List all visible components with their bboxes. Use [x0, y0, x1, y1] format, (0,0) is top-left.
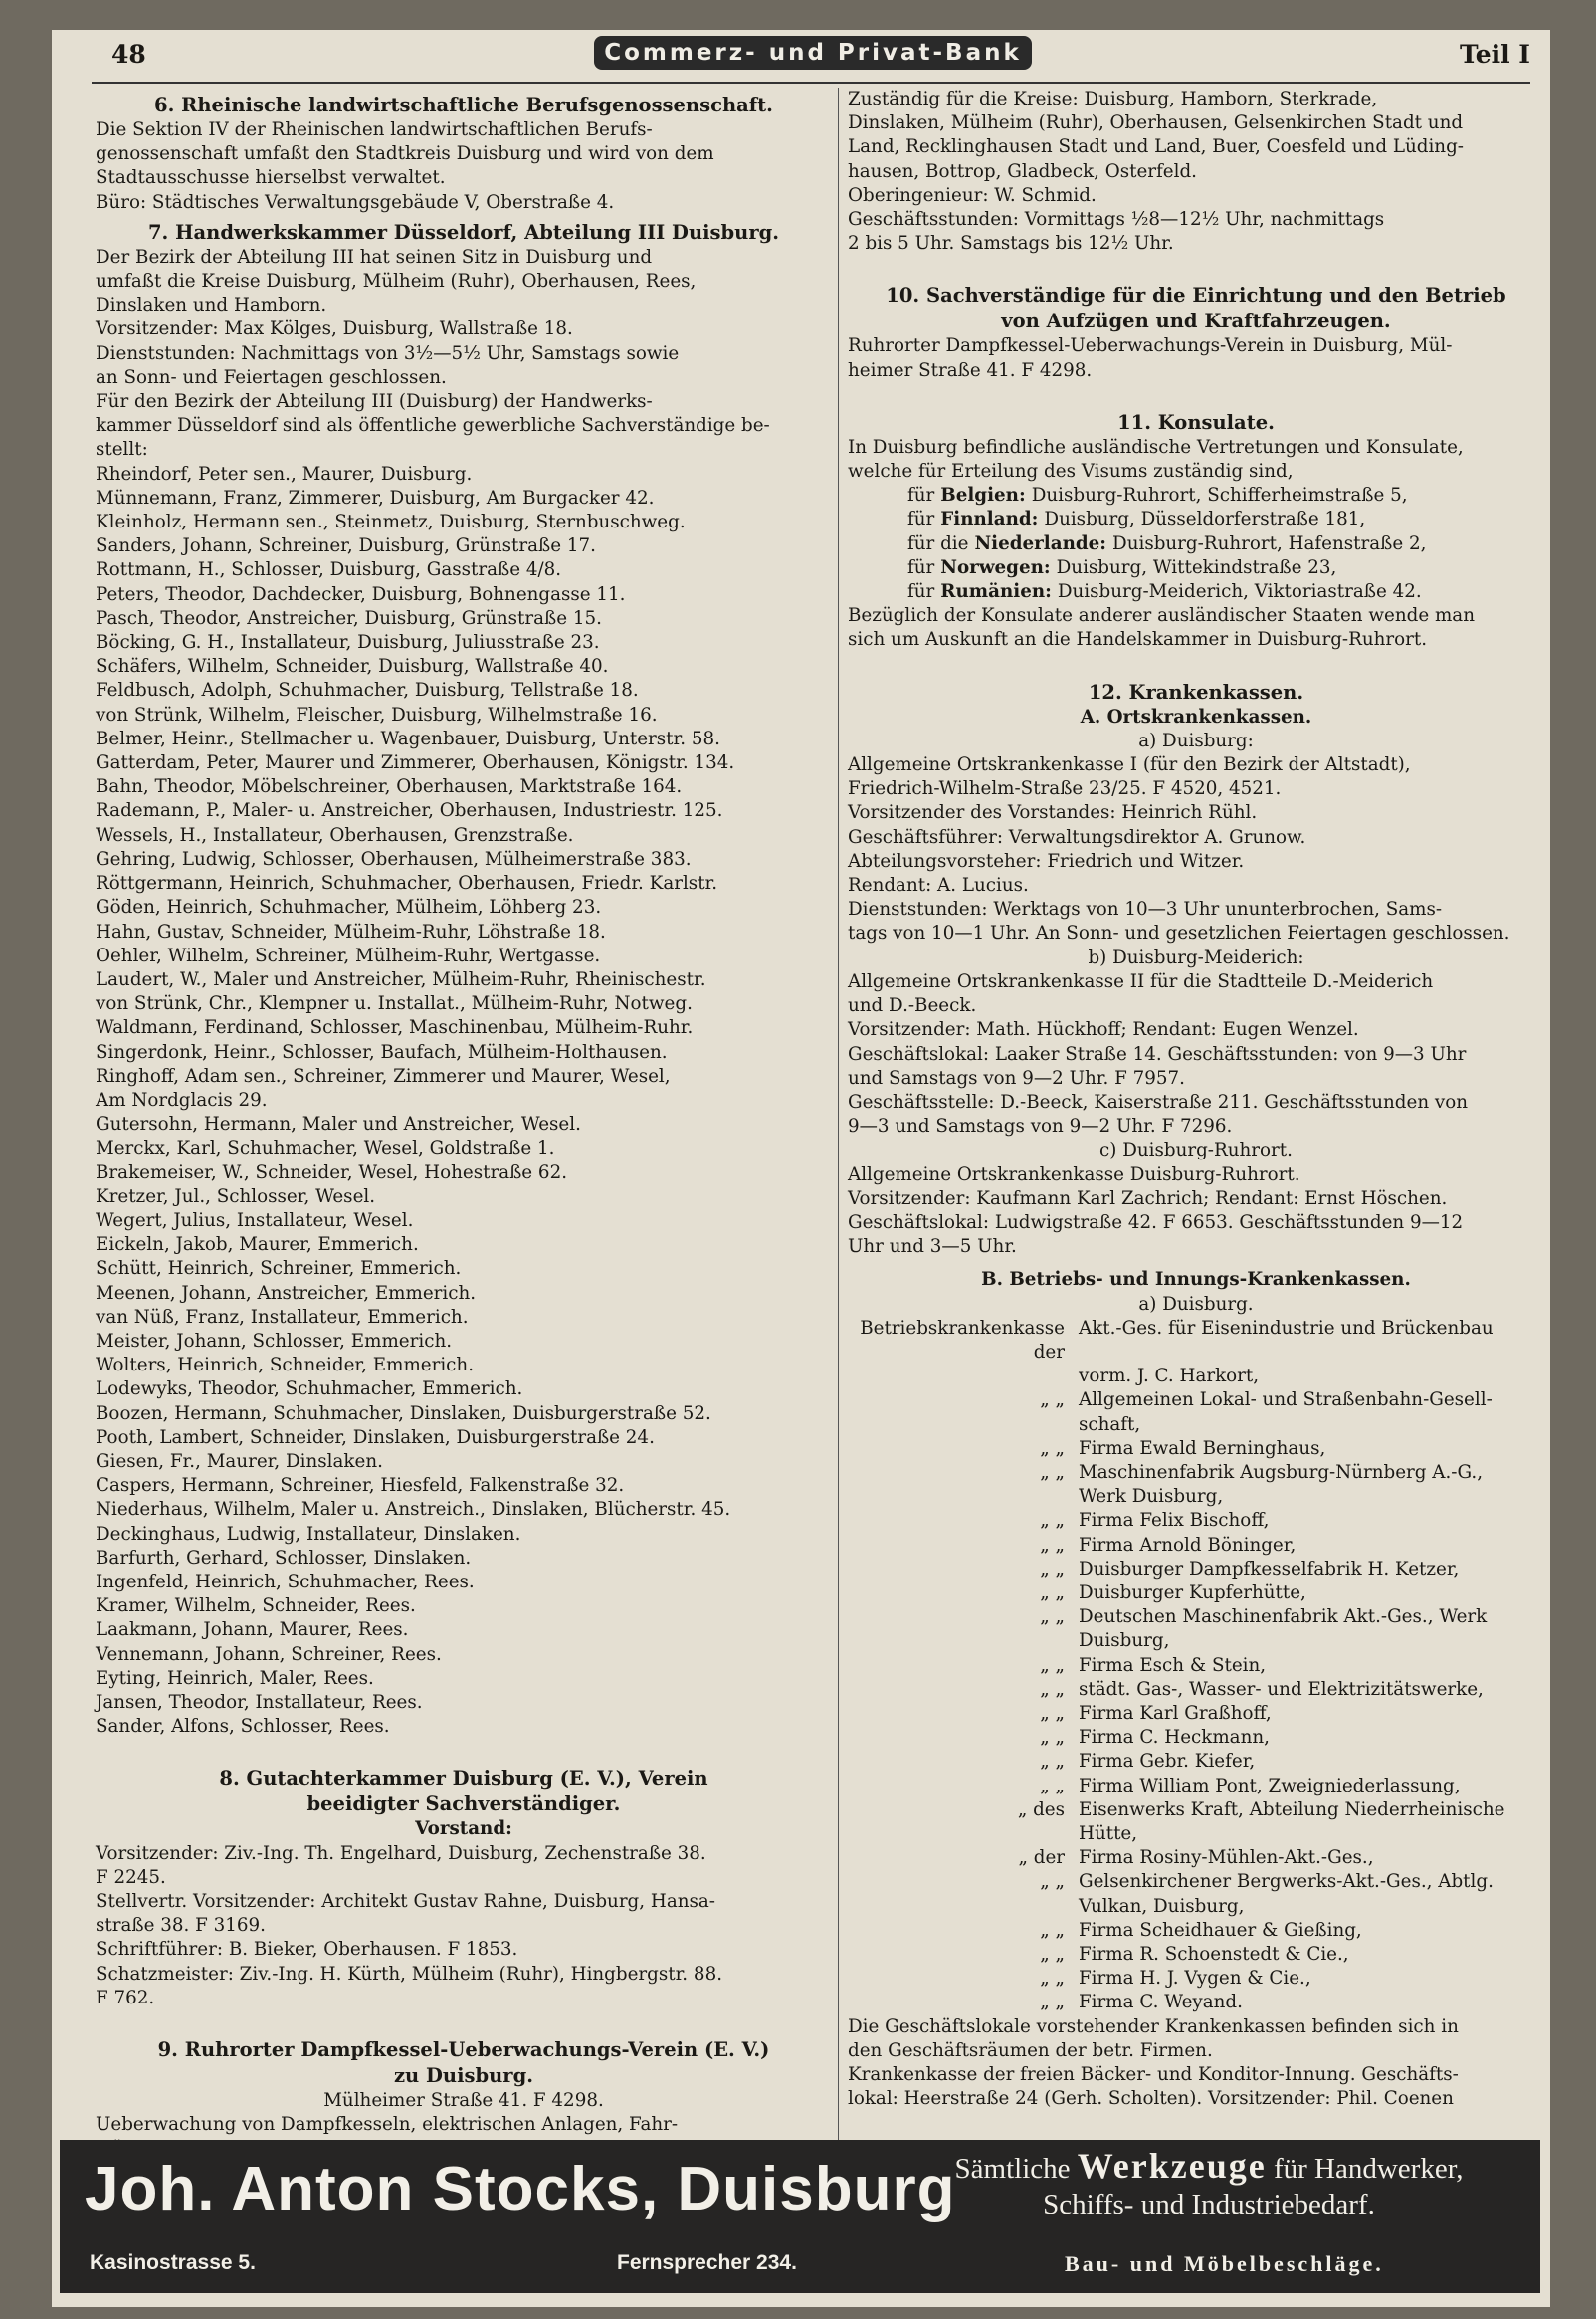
text-line: Peters, Theodor, Dachdecker, Duisburg, Bohnengasse 11.	[96, 583, 626, 605]
text-line: Ringhoff, Adam sen., Schreiner, Zimmerer und Maurer, Wesel,	[96, 1065, 671, 1087]
text-line: Der Bezirk der Abteilung III hat seinen Sitz in Duisburg und	[96, 246, 653, 268]
kasse-row	[848, 1388, 1544, 1412]
text-line: Jansen, Theodor, Installateur, Rees.	[96, 1692, 423, 1713]
left-column	[96, 88, 832, 2162]
consulate-item: für Norwegen: Duisburg, Wittekindstraße 23,	[907, 556, 1337, 578]
text-line: Caspers, Hermann, Schreiner, Hiesfeld, Falkenstraße 32.	[96, 1475, 625, 1497]
section-12-final	[848, 2015, 1544, 2112]
text-line: Eickeln, Jakob, Maurer, Emmerich.	[96, 1234, 419, 1256]
kasse-row-text: Firma C. Heckmann,	[1079, 1727, 1270, 1749]
advertisement	[60, 2140, 1540, 2293]
text-line: straße 38. F 3169.	[96, 1915, 266, 1937]
section-9-title: 9. Ruhrorter Dampfkessel-Ueberwachungs-Verein (E. V.)	[157, 2038, 770, 2062]
text-line: Allgemeine Ortskrankenkasse Duisburg-Ruhrort.	[848, 1163, 1300, 1185]
kasse-row-text: Firma Arnold Böninger,	[1079, 1534, 1297, 1556]
text-line: Wessels, H., Installateur, Oberhausen, Grenzstraße.	[96, 824, 574, 846]
text-line: 2 bis 5 Uhr. Samstags bis 12½ Uhr.	[848, 233, 1174, 255]
kasse-row	[848, 1558, 1544, 1581]
text-line: Büro: Städtisches Verwaltungsgebäude V, Oberstraße 4.	[96, 191, 615, 213]
text-line: Pasch, Theodor, Anstreicher, Duisburg, Grünstraße 15.	[96, 607, 602, 629]
kasse-row	[848, 1870, 1544, 1894]
kasse-row	[848, 1726, 1544, 1750]
text-line: Singerdonk, Heinr., Schlosser, Baufach, Mülheim-Holthausen.	[96, 1041, 668, 1063]
text-line: Kretzer, Jul., Schlosser, Wesel.	[96, 1185, 376, 1207]
kasse-row	[848, 1702, 1544, 1726]
text-line: Boozen, Hermann, Schuhmacher, Dinslaken, Duisburgerstraße 52.	[96, 1402, 711, 1424]
text-line: Kramer, Wilhelm, Schneider, Rees.	[96, 1595, 416, 1617]
section-8-title-cont: beeidigter Sachverständiger.	[306, 1792, 621, 1816]
text-line: Meenen, Johann, Anstreicher, Emmerich.	[96, 1282, 477, 1304]
text-line: Oehler, Wilhelm, Schreiner, Mülheim-Ruhr, Wertgasse.	[96, 945, 601, 966]
section-10-title-cont: von Aufzügen und Kraftfahrzeugen.	[1001, 310, 1391, 333]
text-line: Deckinghaus, Ludwig, Installateur, Dinslaken.	[96, 1523, 521, 1545]
kasse-row-prefix: „ „	[1040, 1437, 1065, 1459]
text-line: Die Sektion IV der Rheinischen landwirtschaftlichen Berufs-	[96, 119, 653, 140]
kasse-row-text: Hütte,	[1079, 1823, 1138, 1844]
text-line: und D.-Beeck.	[848, 995, 977, 1017]
text-line: Geschäftslokal: Laaker Straße 14. Geschäftsstunden: von 9—3 Uhr	[848, 1043, 1467, 1065]
text-line: Krankenkasse der freien Bäcker- und Konditor-Innung. Geschäfts-	[848, 2064, 1459, 2086]
right-column	[848, 88, 1544, 2111]
kasse-row	[848, 1967, 1544, 1991]
ad-line1-pre: Sämtliche	[954, 2153, 1071, 2185]
betriebs-a-title: a) Duisburg.	[1138, 1293, 1254, 1315]
kasse-row-text: Firma Gebr. Kiefer,	[1079, 1751, 1256, 1773]
text-line: Uhr und 3—5 Uhr.	[848, 1236, 1017, 1258]
section-7-body	[96, 246, 832, 463]
text-line: Münnemann, Franz, Zimmerer, Duisburg, Am Burgacker 42.	[96, 487, 655, 509]
text-line: Geschäftsstelle: D.-Beeck, Kaiserstraße 211. Geschäftsstunden von	[848, 1091, 1469, 1113]
kasse-row	[848, 1798, 1544, 1822]
text-line: Allgemeine Ortskrankenkasse I (für den Bezirk der Altstadt),	[848, 754, 1411, 776]
text-line: Giesen, Fr., Maurer, Dinslaken.	[96, 1450, 383, 1472]
text-line: Wegert, Julius, Installateur, Wesel.	[96, 1209, 414, 1231]
text-line: Belmer, Heinr., Stellmacher u. Wagenbauer, Duisburg, Unterstr. 58.	[96, 728, 720, 749]
kasse-row-prefix	[848, 1365, 1079, 1388]
kasse-b-body	[848, 970, 1544, 1139]
text-line: Bahn, Theodor, Möbelschreiner, Oberhausen, Marktstraße 164.	[96, 776, 683, 798]
kasse-row-prefix: „ „	[1040, 1606, 1065, 1628]
ad-company-name: Joh. Anton Stocks, Duisburg	[85, 2155, 956, 2223]
text-line: Stadtausschusse hierselbst verwaltet.	[96, 167, 446, 189]
text-line: Die Geschäftslokale vorstehender Krankenkassen befinden sich in	[848, 2015, 1459, 2037]
text-line: lokal: Heerstraße 24 (Gerh. Scholten). Vorsitzender: Phil. Coenen	[848, 2088, 1454, 2110]
text-line: Geschäftsführer: Verwaltungsdirektor A. Grunow.	[848, 826, 1306, 848]
kasse-row-text: Duisburger Dampfkesselfabrik H. Ketzer,	[1079, 1558, 1460, 1580]
text-line: Bezüglich der Konsulate anderer ausländischer Staaten wende man	[848, 605, 1475, 627]
kasse-row-prefix: „ „	[1040, 1919, 1065, 1941]
kasse-row	[848, 1678, 1544, 1702]
kasse-row-prefix: „ der	[1018, 1847, 1065, 1869]
text-line: Vorsitzender: Math. Hückhoff; Rendant: Eugen Wenzel.	[848, 1019, 1359, 1041]
text-line: Röttgermann, Heinrich, Schuhmacher, Oberhausen, Friedr. Karlstr.	[96, 873, 718, 895]
text-line: Pooth, Lambert, Schneider, Dinslaken, Duisburgerstraße 24.	[96, 1426, 655, 1448]
bank-banner: Commerz- und Privat-Bank	[594, 36, 1032, 70]
text-line: Göden, Heinrich, Schuhmacher, Mülheim, Löhberg 23.	[96, 897, 602, 919]
kasse-row-prefix	[848, 1629, 1079, 1653]
kasse-row-prefix: „ „	[1040, 1751, 1065, 1773]
ad-line2: Schiffs- und Industriebedarf.	[1043, 2189, 1375, 2220]
ad-products	[900, 2148, 1517, 2222]
newspaper-page	[52, 30, 1550, 2307]
text-line: Geschäftsstunden: Vormittags ½8—12½ Uhr, nachmittags	[848, 209, 1385, 231]
text-line: Vorsitzender des Vorstandes: Heinrich Rühl.	[848, 802, 1258, 824]
kasse-row-text: Akt.-Ges. für Eisenindustrie und Brückenbau	[1079, 1317, 1494, 1339]
text-line: Dinslaken und Hamborn.	[96, 295, 327, 316]
text-line: Barfurth, Gerhard, Schlosser, Dinslaken.	[96, 1547, 472, 1569]
kasse-c-body	[848, 1163, 1544, 1260]
text-line: Sanders, Johann, Schreiner, Duisburg, Grünstraße 17.	[96, 535, 596, 557]
section-6-body	[96, 118, 832, 215]
text-line: Vorsitzender: Ziv.-Ing. Th. Engelhard, Duisburg, Zechenstraße 38.	[96, 1842, 706, 1864]
section-9-continued	[848, 88, 1544, 256]
text-line: Wolters, Heinrich, Schneider, Emmerich.	[96, 1355, 475, 1376]
text-line: von Strünk, Wilhelm, Fleischer, Duisburg, Wilhelmstraße 16.	[96, 704, 658, 726]
kasse-row	[848, 1895, 1544, 1919]
text-line: Vorsitzender: Max Kölges, Duisburg, Wallstraße 18.	[96, 318, 573, 340]
kasse-row-text: vorm. J. C. Harkort,	[1079, 1366, 1260, 1387]
kasse-row-text: Firma Karl Graßhoff,	[1079, 1702, 1272, 1724]
kasse-row	[848, 1605, 1544, 1629]
text-line: In Duisburg befindliche ausländische Vertretungen und Konsulate,	[848, 436, 1464, 458]
text-line: Stellvertr. Vorsitzender: Architekt Gustav Rahne, Duisburg, Hansa-	[96, 1891, 715, 1913]
kasse-row-prefix: „ „	[1040, 1654, 1065, 1676]
text-line: Böcking, G. H., Installateur, Duisburg, Juliusstraße 23.	[96, 632, 600, 654]
kasse-row-prefix	[848, 1485, 1079, 1509]
text-line: umfaßt die Kreise Duisburg, Mülheim (Ruhr), Oberhausen, Rees,	[96, 271, 697, 293]
consulates-outro	[848, 604, 1544, 652]
kasse-row-prefix: „ „	[1040, 1581, 1065, 1603]
text-line: Brakemeiser, W., Schneider, Wesel, Hohestraße 62.	[96, 1161, 568, 1183]
kasse-row-prefix: „ „	[1040, 1775, 1065, 1796]
expert-list	[96, 463, 832, 1740]
text-line: sich um Auskunft an die Handelskammer in Duisburg-Ruhrort.	[848, 629, 1428, 651]
kasse-row	[848, 1365, 1544, 1388]
text-line: Gehring, Ludwig, Schlosser, Oberhausen, Mülheimerstraße 383.	[96, 848, 692, 870]
text-line: Land, Recklinghausen Stadt und Land, Buer, Coesfeld und Lüding-	[848, 136, 1464, 158]
kasse-b-title: b) Duisburg-Meiderich:	[1088, 947, 1304, 968]
text-line: Vennemann, Johann, Schreiner, Rees.	[96, 1643, 442, 1665]
text-line: Vorsitzender: Kaufmann Karl Zachrich; Rendant: Ernst Höschen.	[848, 1187, 1448, 1209]
kasse-row-text: Duisburg,	[1079, 1630, 1170, 1652]
kasse-row-text: Firma C. Weyand.	[1079, 1992, 1243, 2013]
text-line: 9—3 und Samstags von 9—2 Uhr. F 7296.	[848, 1116, 1233, 1138]
ad-line1-highlight: Werkzeuge	[1077, 2146, 1267, 2186]
text-line: und Samstags von 9—2 Uhr. F 7957.	[848, 1067, 1185, 1089]
ad-line3: Bau- und Möbelbeschläge.	[1065, 2251, 1384, 2276]
kasse-row	[848, 1654, 1544, 1678]
kasse-row	[848, 1317, 1544, 1365]
kasse-row-text: Eisenwerks Kraft, Abteilung Niederrheinische	[1079, 1798, 1505, 1820]
kasse-row-text: Allgemeinen Lokal- und Straßenbahn-Gesell-	[1079, 1389, 1493, 1411]
section-8-body	[96, 1842, 832, 2010]
page-number: 48	[111, 40, 146, 69]
text-line: Dienststunden: Werktags von 10—3 Uhr ununterbrochen, Sams-	[848, 899, 1443, 921]
kasse-a-body	[848, 753, 1544, 947]
kasse-row-text: schaft,	[1079, 1413, 1141, 1435]
section-8-title: 8. Gutachterkammer Duisburg (E. V.), Verein	[219, 1767, 708, 1791]
kasse-row-text: Firma William Pont, Zweigniederlassung,	[1079, 1775, 1461, 1796]
section-10-title: 10. Sachverständige für die Einrichtung und den Betrieb	[886, 284, 1506, 308]
kasse-row-prefix	[848, 1822, 1079, 1846]
kasse-row	[848, 1991, 1544, 2014]
text-line: stellt:	[96, 439, 148, 461]
text-line: Geschäftslokal: Ludwigstraße 42. F 6653. Geschäftsstunden 9—12	[848, 1211, 1464, 1233]
kasse-row	[848, 1822, 1544, 1846]
section-11-title: 11. Konsulate.	[1117, 410, 1275, 434]
text-line: Niederhaus, Wilhelm, Maler u. Anstreich., Dinslaken, Blücherstr. 45.	[96, 1499, 731, 1521]
text-line: Oberingenieur: W. Schmid.	[848, 184, 1097, 206]
section-9-title-cont: zu Duisburg.	[393, 2064, 534, 2088]
kasse-row	[848, 1437, 1544, 1461]
text-line: heimer Straße 41. F 4298.	[848, 359, 1093, 381]
text-line: Gutersohn, Hermann, Maler und Anstreicher, Wesel.	[96, 1114, 581, 1136]
kasse-a-title: a) Duisburg:	[1138, 730, 1254, 751]
section-10-body	[848, 334, 1544, 382]
kasse-row	[848, 1919, 1544, 1943]
kasse-row	[848, 1750, 1544, 1774]
kasse-row-prefix: „ „	[1040, 1702, 1065, 1724]
text-line: Für den Bezirk der Abteilung III (Duisburg) der Handwerks-	[96, 391, 653, 413]
text-line: Meister, Johann, Schlosser, Emmerich.	[96, 1330, 453, 1352]
kasse-row	[848, 1629, 1544, 1653]
kasse-row	[848, 1943, 1544, 1967]
kasse-row-text: Maschinenfabrik Augsburg-Nürnberg A.-G.,	[1079, 1461, 1484, 1483]
text-line: tags von 10—1 Uhr. An Sonn- und gesetzlichen Feiertagen geschlossen.	[848, 923, 1510, 945]
ad-phone: Fernsprecher 234.	[617, 2251, 797, 2274]
text-line: F 762.	[96, 1987, 155, 2008]
text-line: Eyting, Heinrich, Maler, Rees.	[96, 1667, 374, 1689]
kasse-row-text: Firma Scheidhauer & Gießing,	[1079, 1919, 1362, 1941]
text-line: welche für Erteilung des Visums zuständig sind,	[848, 461, 1294, 483]
text-line: Hahn, Gustav, Schneider, Mülheim-Ruhr, Löhstraße 18.	[96, 921, 606, 943]
kasse-row	[848, 1775, 1544, 1798]
kasse-row-prefix: „ „	[1040, 1968, 1065, 1990]
text-line: Rendant: A. Lucius.	[848, 875, 1029, 897]
kasse-row-text: Firma Rosiny-Mühlen-Akt.-Ges.,	[1079, 1847, 1374, 1869]
text-line: Merckx, Karl, Schuhmacher, Wesel, Goldstraße 1.	[96, 1138, 555, 1160]
text-line: Rottmann, H., Schlosser, Duisburg, Gasstraße 4/8.	[96, 559, 562, 581]
text-line: Kleinholz, Hermann sen., Steinmetz, Duisburg, Sternbuschweg.	[96, 512, 686, 533]
text-line: Ingenfeld, Heinrich, Schuhmacher, Rees.	[96, 1571, 475, 1592]
consulate-item: für Finnland: Duisburg, Düsseldorferstraße 181,	[907, 509, 1366, 530]
text-line: Schäfers, Wilhelm, Schneider, Duisburg, Wallstraße 40.	[96, 656, 609, 678]
kasse-row-text: Firma Ewald Berninghaus,	[1079, 1437, 1326, 1459]
kasse-row-prefix: „ „	[1040, 1389, 1065, 1411]
text-line: Zuständig für die Kreise: Duisburg, Hamborn, Sterkrade,	[848, 89, 1378, 109]
kasse-row-prefix: „ „	[1040, 1871, 1065, 1893]
text-line: Laakmann, Johann, Maurer, Rees.	[96, 1619, 409, 1641]
betriebskrankenkassen-list	[848, 1317, 1544, 2015]
consulate-item: für Belgien: Duisburg-Ruhrort, Schifferheimstraße 5,	[907, 485, 1408, 507]
text-line: genossenschaft umfaßt den Stadtkreis Duisburg und wird von dem	[96, 143, 714, 165]
consulate-item: für Rumänien: Duisburg-Meiderich, Viktoriastraße 42.	[907, 581, 1422, 603]
kasse-row	[848, 1485, 1544, 1509]
kasse-row-prefix: Betriebskrankenkasse der	[860, 1317, 1065, 1363]
section-12-sub-a: A. Ortskrankenkassen.	[1080, 706, 1312, 728]
kasse-row	[848, 1846, 1544, 1870]
text-line: kammer Düsseldorf sind als öffentliche gewerbliche Sachverständige be-	[96, 415, 770, 437]
kasse-row	[848, 1581, 1544, 1605]
kasse-row-prefix: „ „	[1040, 1944, 1065, 1966]
kasse-row-text: Firma R. Schoenstedt & Cie.,	[1079, 1944, 1349, 1966]
kasse-c-title: c) Duisburg-Ruhrort.	[1099, 1140, 1293, 1161]
text-line: Feldbusch, Adolph, Schuhmacher, Duisburg, Tellstraße 18.	[96, 680, 639, 702]
text-line: Schriftführer: B. Bieker, Oberhausen. F 1853.	[96, 1939, 518, 1961]
kasse-row-text: Vulkan, Duisburg,	[1079, 1895, 1245, 1917]
kasse-row-prefix: „ „	[1040, 1992, 1065, 2013]
kasse-row-prefix	[848, 1895, 1079, 1919]
section-12-sub-b: B. Betriebs- und Innungs-Krankenkassen.	[981, 1269, 1411, 1291]
text-line: Sander, Alfons, Schlosser, Rees.	[96, 1716, 390, 1738]
kasse-row-prefix: „ „	[1040, 1461, 1065, 1483]
text-line: den Geschäftsräumen der betr. Firmen.	[848, 2039, 1213, 2061]
text-line: Gatterdam, Peter, Maurer und Zimmerer, Oberhausen, Königstr. 134.	[96, 752, 735, 774]
consulates-intro	[848, 436, 1544, 484]
kasse-row	[848, 1413, 1544, 1437]
kasse-row-text: städt. Gas-, Wasser- und Elektrizitätswerke,	[1079, 1678, 1484, 1700]
section-7-title: 7. Handwerkskammer Düsseldorf, Abteilung III Duisburg.	[147, 220, 780, 244]
kasse-row-text: Firma Felix Bischoff,	[1079, 1510, 1270, 1532]
text-line: Dienststunden: Nachmittags von 3½—5½ Uhr, Samstags sowie	[96, 342, 680, 364]
ad-line1-post: für Handwerker,	[1273, 2153, 1464, 2185]
kasse-row-prefix: „ „	[1040, 1727, 1065, 1749]
text-line: Laudert, W., Maler und Anstreicher, Mülheim-Ruhr, Rheinischestr.	[96, 968, 706, 990]
kasse-row-prefix: „ des	[1017, 1798, 1065, 1820]
kasse-row	[848, 1461, 1544, 1485]
kasse-row	[848, 1534, 1544, 1558]
kasse-row-text: Deutschen Maschinenfabrik Akt.-Ges., Werk	[1079, 1606, 1488, 1628]
text-line: hausen, Bottrop, Gladbeck, Osterfeld.	[848, 160, 1197, 182]
text-line: Waldmann, Ferdinand, Schlosser, Maschinenbau, Mülheim-Ruhr.	[96, 1017, 694, 1039]
kasse-row-text: Duisburger Kupferhütte,	[1079, 1581, 1306, 1603]
text-line: Friedrich-Wilhelm-Straße 23/25. F 4520, 4521.	[848, 778, 1282, 800]
kasse-row-text: Werk Duisburg,	[1079, 1486, 1224, 1508]
kasse-row-prefix	[848, 1413, 1079, 1437]
text-line: Rademann, P., Maler- u. Anstreicher, Oberhausen, Industriestr. 125.	[96, 800, 723, 822]
text-line: Schütt, Heinrich, Schreiner, Emmerich.	[96, 1258, 462, 1280]
kasse-row-prefix: „ „	[1040, 1678, 1065, 1700]
text-line: Am Nordglacis 29.	[96, 1089, 268, 1111]
kasse-row-prefix: „ „	[1040, 1558, 1065, 1580]
consulate-item: für die Niederlande: Duisburg-Ruhrort, Hafenstraße 2,	[907, 532, 1427, 554]
ad-street: Kasinostrasse 5.	[90, 2251, 256, 2274]
kasse-row-text: Firma Esch & Stein,	[1079, 1654, 1267, 1676]
section-12-title: 12. Krankenkassen.	[1088, 680, 1304, 704]
text-line: Allgemeine Ortskrankenkasse II für die Stadtteile D.-Meiderich	[848, 970, 1434, 992]
text-line: Ruhrorter Dampfkessel-Ueberwachungs-Verein in Duisburg, Mül-	[848, 335, 1453, 357]
section-9-address: Mülheimer Straße 41. F 4298.	[323, 2090, 604, 2112]
text-line: Ueberwachung von Dampfkesseln, elektrischen Anlagen, Fahr-	[96, 2114, 679, 2136]
consulate-list	[848, 484, 1544, 604]
text-line: Abteilungsvorsteher: Friedrich und Witzer.	[848, 850, 1245, 872]
section-8-vorstand: Vorstand:	[415, 1818, 512, 1840]
text-line: Lodewyks, Theodor, Schuhmacher, Emmerich.	[96, 1378, 523, 1400]
kasse-row-prefix: „ „	[1040, 1510, 1065, 1532]
text-line: Schatzmeister: Ziv.-Ing. H. Kürth, Mülheim (Ruhr), Hingbergstr. 88.	[96, 1963, 723, 1985]
section-6-title: 6. Rheinische landwirtschaftliche Berufsgenossenschaft.	[154, 94, 773, 116]
kasse-row	[848, 1509, 1544, 1533]
text-line: F 2245.	[96, 1866, 166, 1888]
text-line: an Sonn- und Feiertagen geschlossen.	[96, 366, 447, 388]
text-line: Rheindorf, Peter sen., Maurer, Duisburg.	[96, 463, 473, 485]
part-label: Teil I	[1459, 40, 1530, 69]
text-line: van Nüß, Franz, Installateur, Emmerich.	[96, 1306, 469, 1328]
kasse-row-text: Gelsenkirchener Bergwerks-Akt.-Ges., Abtlg.	[1079, 1871, 1494, 1893]
text-line: von Strünk, Chr., Klempner u. Installat., Mülheim-Ruhr, Notweg.	[96, 993, 693, 1015]
kasse-row-text: Firma H. J. Vygen & Cie.,	[1079, 1968, 1311, 1990]
kasse-row-prefix: „ „	[1040, 1534, 1065, 1556]
text-line: Dinslaken, Mülheim (Ruhr), Oberhausen, Gelsenkirchen Stadt und	[848, 112, 1464, 134]
header-rule	[92, 82, 1530, 84]
column-divider	[838, 88, 839, 2168]
